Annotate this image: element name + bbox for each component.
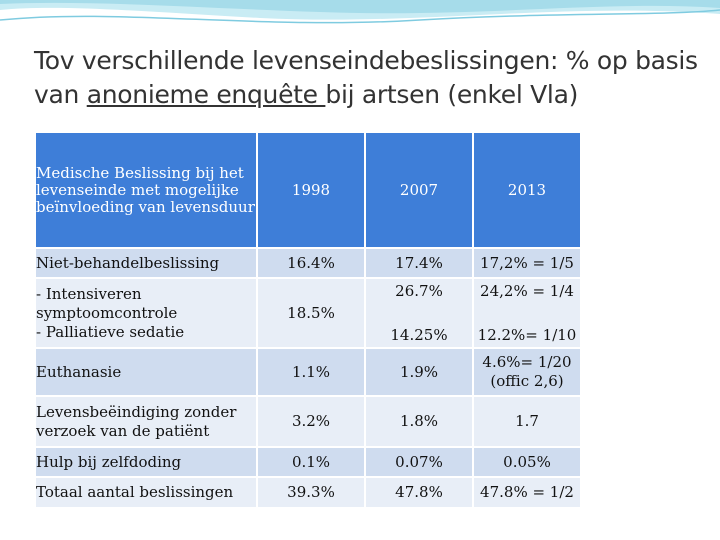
cell-2013: 0.05% bbox=[474, 448, 582, 478]
table-row bbox=[36, 448, 582, 478]
cell-2013 bbox=[474, 279, 582, 349]
cell-2013-b: 12.2%= 1/10 bbox=[477, 325, 577, 344]
table-row bbox=[36, 249, 582, 279]
header-1998: 1998 bbox=[258, 133, 366, 249]
cell-2013-a: 24,2% = 1/4 bbox=[480, 281, 574, 300]
decisions-table bbox=[36, 133, 582, 509]
title-part-1: Tov verschillende levenseindebeslissingen: % op basis van bbox=[34, 46, 698, 109]
cell-2007 bbox=[366, 279, 474, 349]
slide-title bbox=[34, 44, 704, 112]
row-label-line-1: - Intensiveren symptoomcontrole bbox=[36, 284, 178, 322]
cell-1998: 39.3% bbox=[258, 478, 366, 509]
header-2007: 2007 bbox=[366, 133, 474, 249]
table-row bbox=[36, 279, 582, 349]
cell-2007-b: 14.25% bbox=[390, 325, 448, 344]
row-label bbox=[36, 279, 258, 349]
header-description: Medische Beslissing bij het levenseinde met mogelijke beïnvloeding van levensduur bbox=[36, 133, 258, 249]
row-label: Hulp bij zelfdoding bbox=[36, 448, 258, 478]
row-label-line-2: - Palliatieve sedatie bbox=[36, 322, 185, 341]
cell-1998: 1.1% bbox=[258, 349, 366, 397]
title-part-2: bij artsen (enkel Vla) bbox=[325, 80, 579, 109]
cell-2013: 47.8% = 1/2 bbox=[474, 478, 582, 509]
cell-2013-line-1: 4.6%= 1/20 bbox=[482, 353, 572, 371]
cell-2013: 17,2% = 1/5 bbox=[474, 249, 582, 279]
header-2013: 2013 bbox=[474, 133, 582, 249]
row-label: Niet-behandelbeslissing bbox=[36, 249, 258, 279]
cell-2007-a: 26.7% bbox=[395, 281, 443, 300]
table-row bbox=[36, 397, 582, 448]
cell-2013: 1.7 bbox=[474, 397, 582, 448]
cell-2007: 1.8% bbox=[366, 397, 474, 448]
decorative-wave bbox=[0, 0, 720, 40]
cell-1998: 16.4% bbox=[258, 249, 366, 279]
row-label: Totaal aantal beslissingen bbox=[36, 478, 258, 509]
cell-2007: 1.9% bbox=[366, 349, 474, 397]
table-row bbox=[36, 478, 582, 509]
row-label: Euthanasie bbox=[36, 349, 258, 397]
cell-1998: 3.2% bbox=[258, 397, 366, 448]
cell-2007: 17.4% bbox=[366, 249, 474, 279]
row-label: Levensbeëindiging zonder verzoek van de patiënt bbox=[36, 397, 258, 448]
cell-2007: 0.07% bbox=[366, 448, 474, 478]
cell-2007: 47.8% bbox=[366, 478, 474, 509]
cell-1998: 0.1% bbox=[258, 448, 366, 478]
cell-1998: 18.5% bbox=[258, 279, 366, 349]
cell-2013 bbox=[474, 349, 582, 397]
title-underlined: anonieme enquête bbox=[86, 80, 326, 109]
table-row bbox=[36, 349, 582, 397]
header-row bbox=[36, 133, 582, 249]
cell-2013-line-2: (offic 2,6) bbox=[490, 372, 564, 390]
